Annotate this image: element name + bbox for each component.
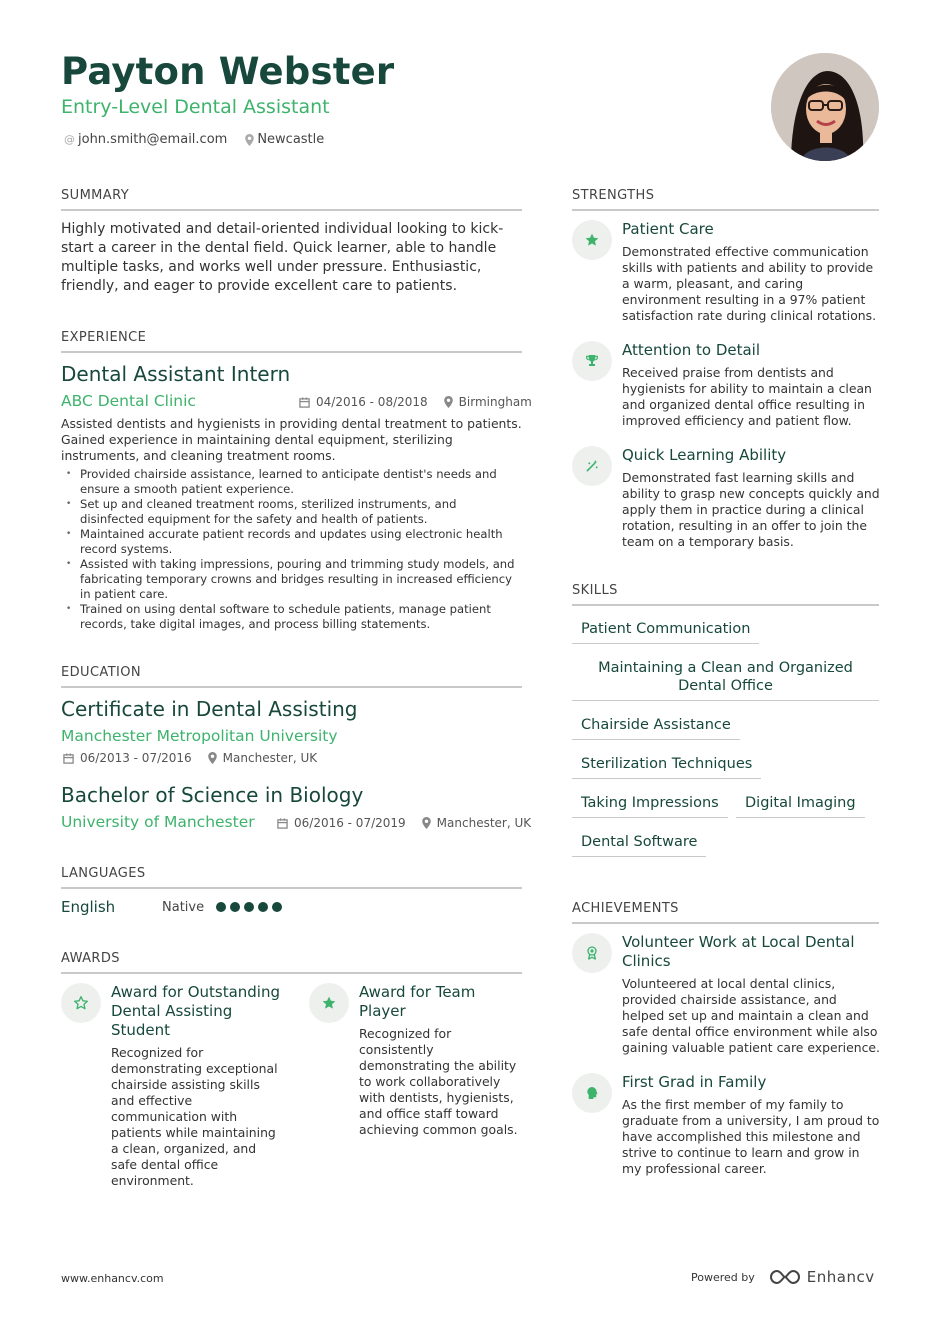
job-meta [299, 395, 532, 409]
star-icon [321, 995, 337, 1011]
list-item: • Set up and cleaned treatment rooms, sterilized instruments, and disinfected equipment for the safety and health of patients. [61, 497, 522, 527]
skill-tag: Chairside Assistance [572, 716, 740, 740]
strength-icon-badge [572, 446, 612, 486]
skill-tag: Digital Imaging [736, 794, 865, 818]
location-pin-icon [208, 752, 217, 764]
calendar-icon [63, 753, 74, 764]
strength-description: Demonstrated fast learning skills and ability to grasp new concepts quickly and apply them in practice during a clinical rotation, resulting in an offer to join the team on a temporary basis. [622, 470, 880, 549]
head-icon [584, 1085, 600, 1101]
summary-heading: SUMMARY [61, 188, 522, 211]
award-title: Award for Team Player [359, 983, 476, 1020]
candidate-name: Payton Webster [61, 50, 395, 93]
list-item: • Provided chairside assistance, learned to anticipate dentist's needs and ensure a smooth patient experience. [61, 467, 522, 497]
trophy-icon [584, 353, 600, 369]
experience-heading: EXPERIENCE [61, 330, 522, 353]
education-location: Manchester, UK [436, 816, 532, 830]
contact-row [64, 132, 324, 147]
rating-dot [216, 902, 226, 912]
rating-dot [230, 902, 240, 912]
skill-tag: Dental Software [572, 833, 706, 857]
calendar-icon [299, 397, 310, 408]
location-pin-icon [245, 134, 254, 146]
award-title: Award for Outstanding Dental Assisting Student [111, 983, 281, 1039]
achievement-description: As the first member of my family to graduate from a university, I am proud to have accomplished this milestone and strive to continue to learn and grow in my professional career. [622, 1097, 880, 1176]
awards-heading: AWARDS [61, 951, 522, 974]
achievement-title: First Grad in Family [622, 1073, 767, 1091]
list-item: • Maintained accurate patient records and updates using electronic health record systems. [61, 527, 522, 557]
education-meta [277, 816, 531, 830]
strength-icon-badge [572, 220, 612, 260]
rating-dot [258, 902, 268, 912]
achievements-heading: ACHIEVEMENTS [572, 901, 879, 924]
contact-location [245, 132, 324, 147]
achievement-title: Volunteer Work at Local Dental Clinics [622, 933, 855, 970]
location-text: Newcastle [257, 132, 325, 147]
rating-dot [272, 902, 282, 912]
award-icon-badge [309, 983, 349, 1023]
contact-email[interactable] [64, 132, 227, 147]
skills-heading: SKILLS [572, 583, 879, 606]
skill-tag: Maintaining a Clean and Organized Dental Office [572, 659, 879, 701]
strength-title: Patient Care [622, 220, 714, 238]
education-degree: Certificate in Dental Assisting [61, 697, 358, 721]
star-outline-icon [73, 995, 89, 1011]
award-description: Recognized for consistently demonstrating the ability to work collaboratively with dentists, hygienists, and office staff toward achieving common goals. [359, 1026, 518, 1137]
strengths-heading: STRENGTHS [572, 188, 879, 211]
education-degree: Bachelor of Science in Biology [61, 783, 364, 807]
achievement-icon-badge [572, 933, 612, 973]
email-text: john.smith@email.com [78, 132, 228, 147]
footer-branding [691, 1268, 875, 1286]
skill-tag: Sterilization Techniques [572, 755, 761, 779]
language-rating [216, 902, 282, 912]
strength-description: Demonstrated effective communication skills with patients and ability to provide a warm, pleasant, and caring environment resulting in a 97% patient satisfaction rate during clinical rotations. [622, 244, 877, 323]
strength-icon-badge [572, 341, 612, 381]
candidate-role: Entry-Level Dental Assistant [61, 96, 330, 118]
job-title: Dental Assistant Intern [61, 362, 291, 386]
education-heading: EDUCATION [61, 665, 522, 688]
strength-title: Quick Learning Ability [622, 446, 787, 464]
education-dates: 06/2016 - 07/2019 [294, 816, 406, 830]
achievement-description: Volunteered at local dental clinics, provided chairside assistance, and helped set up and maintain a clean and safe dental office environment while also gaining valuable patient care experience. [622, 976, 880, 1055]
list-item: • Trained on using dental software to schedule patients, manage patient records, take digital images, and process billing statements. [61, 602, 522, 632]
skill-tag: Taking Impressions [572, 794, 728, 818]
language-row [61, 898, 282, 916]
education-school: University of Manchester [61, 813, 255, 831]
language-name: English [61, 898, 116, 916]
star-icon [584, 232, 600, 248]
award-icon-badge [61, 983, 101, 1023]
education-school: Manchester Metropolitan University [61, 727, 338, 745]
education-meta [63, 751, 317, 765]
job-bullets [61, 467, 522, 632]
languages-heading: LANGUAGES [61, 866, 522, 889]
calendar-icon [277, 818, 288, 829]
award-description: Recognized for demonstrating exceptional chairside assisting skills and effective communication with patients while maintaining a clean, organized, and safe dental office environment. [111, 1045, 278, 1188]
job-dates: 04/2016 - 08/2018 [316, 395, 428, 409]
rating-dot [244, 902, 254, 912]
avatar [771, 53, 879, 161]
education-dates: 06/2013 - 07/2016 [80, 751, 192, 765]
skill-tag: Patient Communication [572, 620, 759, 644]
job-description: Assisted dentists and hygienists in providing dental treatment to patients. Gained experience in maintaining dental equipment, sterilizing instruments, and cleaning treatment rooms. [61, 416, 522, 463]
education-location: Manchester, UK [222, 751, 318, 765]
location-pin-icon [422, 817, 431, 829]
job-location: Birmingham [458, 395, 532, 409]
job-company: ABC Dental Clinic [61, 392, 196, 410]
at-icon: @ [64, 133, 75, 146]
location-pin-icon [444, 396, 453, 408]
strength-description: Received praise from dentists and hygienists for ability to maintain a clean and organized dental office resulting in improved efficiency and patient flow. [622, 365, 872, 428]
achievement-icon-badge [572, 1073, 612, 1113]
summary-text: Highly motivated and detail-oriented individual looking to kick-start a career in the dental field. Quick learner, able to handle multiple tasks, and works well under pressure. Enthusiastic, friendly, and eager to provide excellent care to patients. [61, 221, 504, 294]
enhancv-logo-icon [769, 1269, 801, 1285]
brand-name: Enhancv [806, 1268, 875, 1286]
powered-by-label: Powered by [691, 1270, 755, 1284]
language-level: Native [162, 899, 205, 915]
wand-icon [584, 458, 600, 474]
list-item: • Assisted with taking impressions, pouring and trimming study models, and fabricating temporary crowns and bridges resulting in increased efficiency in patient care. [61, 557, 522, 602]
award-ribbon-icon [584, 945, 600, 961]
footer-website[interactable]: www.enhancv.com [61, 1272, 164, 1285]
profile-photo [771, 53, 879, 161]
brand-logo[interactable] [769, 1268, 875, 1286]
strength-title: Attention to Detail [622, 341, 761, 359]
